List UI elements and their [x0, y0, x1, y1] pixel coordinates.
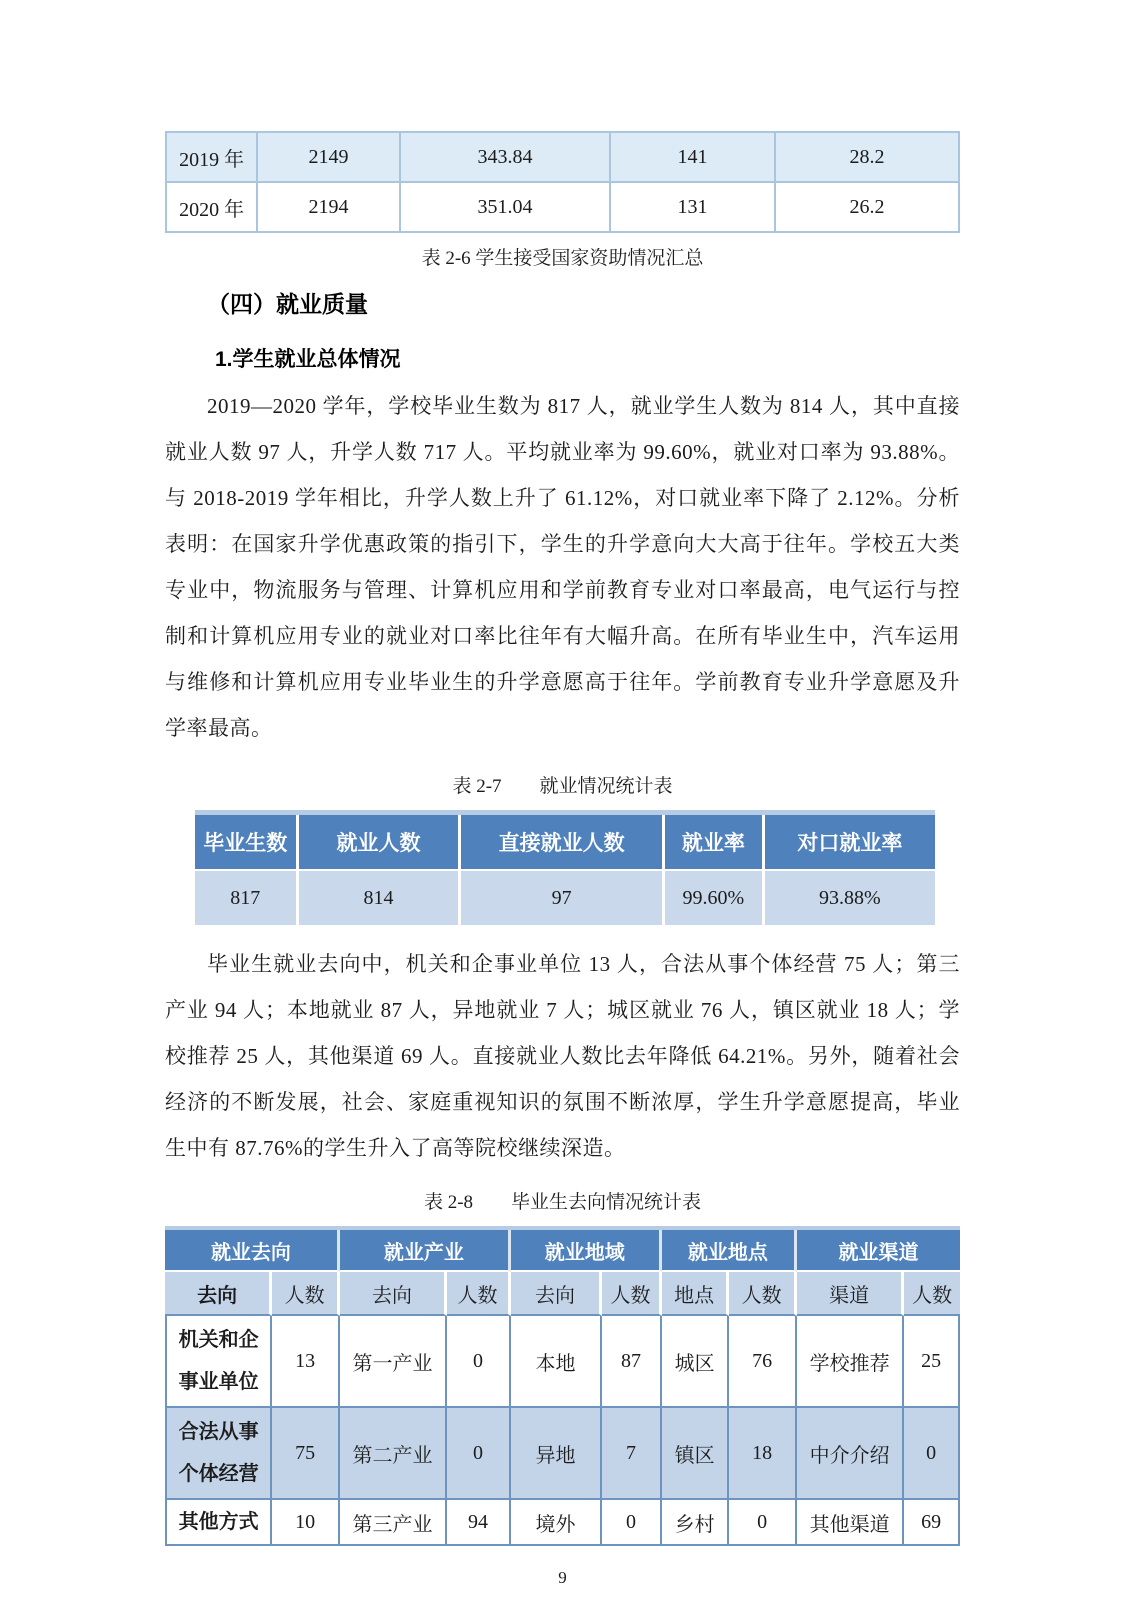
table-cell: 76 [729, 1316, 797, 1408]
employment-stats-table-wrap [195, 810, 935, 925]
table-cell: 99.60% [665, 869, 765, 925]
employment-stats-table [195, 815, 935, 925]
column-group-header: 就业地点 [662, 1230, 797, 1272]
table-cell: 131 [610, 182, 775, 232]
table-cell: 25 [904, 1316, 960, 1408]
table-cell: 0 [447, 1408, 511, 1500]
table-cell: 87 [602, 1316, 662, 1408]
table-cell: 学校推荐 [797, 1316, 904, 1408]
table-cell: 合法从事个体经营 [165, 1408, 272, 1500]
table-row [165, 1408, 960, 1500]
column-header: 去向 [340, 1272, 447, 1316]
table-cell: 94 [447, 1500, 511, 1546]
paragraph-graduate-destinations: 毕业生就业去向中，机关和企事业单位 13 人，合法从事个体经营 75 人；第三产业 94 人；本地就业 87 人，异地就业 7 人；城区就业 76 人，镇区就业 18 人；学校推荐 25 人，其他渠道 69 人。直接就业人数比去年降低 64.21%。另外，随着社会经济的不断发展，社会、家庭重视知识的氛围不断浓厚，学生升学意愿提高，毕业生中有 87.76%的学生升入了高等院校继续深造。 [165, 952, 960, 1160]
section-heading: （四）就业质量 [207, 291, 368, 317]
section-subheading: 1.学生就业总体情况 [215, 348, 401, 371]
table-cell: 75 [272, 1408, 340, 1500]
column-group-header: 就业地域 [511, 1230, 662, 1272]
table-cell: 第二产业 [340, 1408, 447, 1500]
table-cell: 93.88% [765, 869, 935, 925]
column-group-header: 就业渠道 [797, 1230, 960, 1272]
table-cell: 第三产业 [340, 1500, 447, 1546]
page-content [165, 0, 960, 1588]
table-cell: 13 [272, 1316, 340, 1408]
table-row [166, 132, 959, 182]
table-cell: 26.2 [775, 182, 959, 232]
table-row [195, 869, 935, 925]
table-cell: 351.04 [400, 182, 610, 232]
table-cell: 0 [602, 1500, 662, 1546]
table-2-6-caption: 表 2-6 学生接受国家资助情况汇总 [421, 248, 704, 269]
paragraph-employment-overview: 2019—2020 学年，学校毕业生数为 817 人，就业学生人数为 814 人，其中直接就业人数 97 人，升学人数 717 人。平均就业率为 99.60%，就业对口率为 93.88%。与 2018-2019 学年相比，升学人数上升了 61.12%，对口就业率下降了 2.12%。分析表明：在国家升学优惠政策的指引下，学生的升学意向大大高于往年。学校五大类专业中，物流服务与管理、计算机应用和学前教育专业对口率最高，电气运行与控制和计算机应用专业的就业对口率比往年有大幅升高。在所有毕业生中，汽车运用与维修和计算机应用专业毕业生的升学意愿高于往年。学前教育专业升学意愿及升学率最高。 [165, 394, 960, 740]
graduate-destination-table [165, 1230, 960, 1546]
column-header: 人数 [904, 1272, 960, 1316]
column-header: 人数 [729, 1272, 797, 1316]
table-cell: 2020 年 [166, 182, 257, 232]
table-cell: 乡村 [662, 1500, 730, 1546]
page-number: 9 [558, 1568, 567, 1587]
table-cell: 机关和企事业单位 [165, 1316, 272, 1408]
header-row [195, 815, 935, 869]
table-cell: 28.2 [775, 132, 959, 182]
table-cell: 0 [904, 1408, 960, 1500]
column-header: 人数 [272, 1272, 340, 1316]
table-cell: 97 [461, 869, 665, 925]
column-header: 就业人数 [299, 815, 462, 869]
table-cell: 2019 年 [166, 132, 257, 182]
column-group-header: 就业产业 [340, 1230, 511, 1272]
table-cell: 其他渠道 [797, 1500, 904, 1546]
column-header: 人数 [602, 1272, 662, 1316]
table-cell: 18 [729, 1408, 797, 1500]
column-header: 人数 [447, 1272, 511, 1316]
table-cell: 0 [729, 1500, 797, 1546]
table-cell: 814 [299, 869, 462, 925]
column-header: 地点 [662, 1272, 730, 1316]
sub-header-row [165, 1272, 960, 1316]
column-header: 就业率 [665, 815, 765, 869]
column-header: 去向 [165, 1272, 272, 1316]
table-2-8-caption: 表 2-8 毕业生去向情况统计表 [423, 1192, 702, 1213]
column-header: 渠道 [797, 1272, 904, 1316]
table-cell: 城区 [662, 1316, 730, 1408]
table-cell: 中介介绍 [797, 1408, 904, 1500]
table-cell: 10 [272, 1500, 340, 1546]
table-2-7-caption: 表 2-7 就业情况统计表 [452, 776, 673, 797]
table-row [165, 1316, 960, 1408]
grant-summary-table [165, 131, 960, 233]
table-cell: 2194 [257, 182, 400, 232]
column-header: 去向 [511, 1272, 602, 1316]
table-cell: 141 [610, 132, 775, 182]
group-header-row [165, 1230, 960, 1272]
table-cell: 第一产业 [340, 1316, 447, 1408]
column-header: 毕业生数 [195, 815, 299, 869]
table-cell: 异地 [511, 1408, 602, 1500]
column-header: 直接就业人数 [461, 815, 665, 869]
table-row [166, 182, 959, 232]
table-cell: 本地 [511, 1316, 602, 1408]
table-cell: 69 [904, 1500, 960, 1546]
table-row [165, 1500, 960, 1546]
column-header: 对口就业率 [765, 815, 935, 869]
table-cell: 镇区 [662, 1408, 730, 1500]
table-cell: 817 [195, 869, 299, 925]
column-group-header: 就业去向 [165, 1230, 340, 1272]
graduate-destination-table-wrap [165, 1226, 960, 1546]
table-cell: 343.84 [400, 132, 610, 182]
table-cell: 0 [447, 1316, 511, 1408]
table-cell: 其他方式 [165, 1500, 272, 1546]
table-cell: 7 [602, 1408, 662, 1500]
table-cell: 2149 [257, 132, 400, 182]
table-cell: 境外 [511, 1500, 602, 1546]
